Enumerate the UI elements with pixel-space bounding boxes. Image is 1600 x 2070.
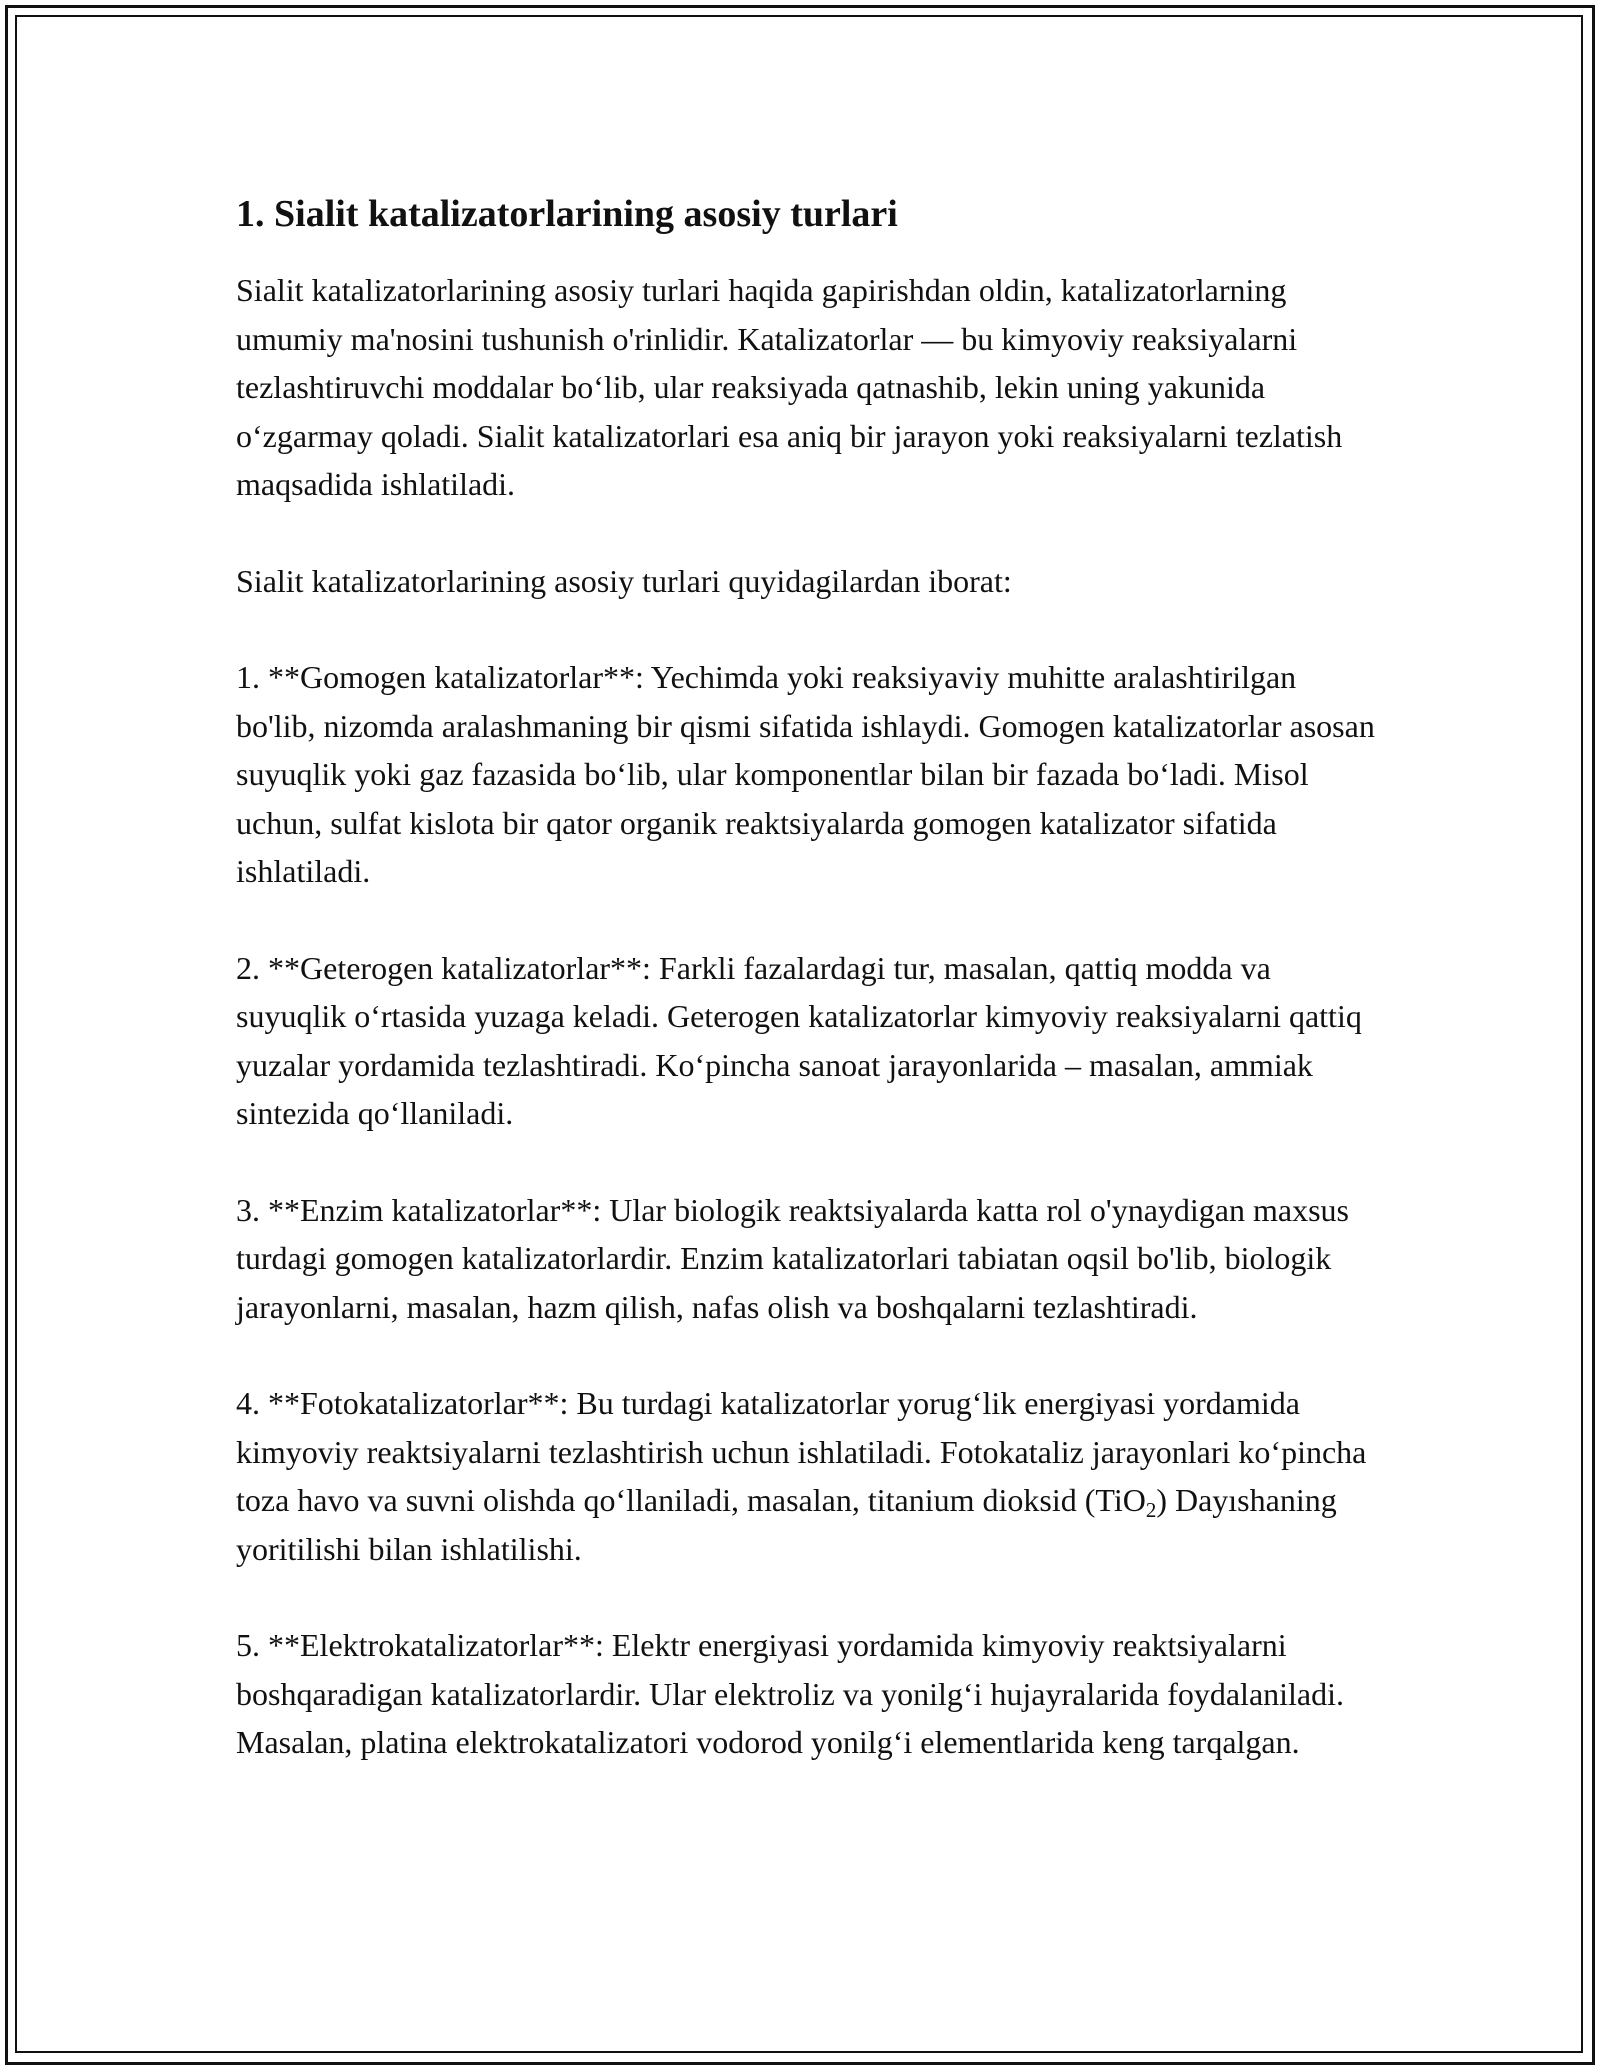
list-lead-paragraph: Sialit katalizatorlarining asosiy turlari quyidagilardan iborat: <box>236 562 1012 599</box>
subscript-two: 2 <box>1145 1498 1157 1522</box>
document-body <box>236 188 1376 1815</box>
list-item-enzim: 3. **Enzim katalizatorlar**: Ular biologik reaktsiyalarda katta rol o'ynaydigan maxsus turdagi gomogen katalizatorlardir. Enzim katalizatorlari tabiatan oqsil bo'lib, biologik jarayonlarni, masalan, hazm qilish, nafas olish va boshqalarni tezlashtiradi. <box>236 1191 1349 1325</box>
list-item-elektrokatalizator: 5. **Elektrokatalizatorlar**: Elektr energiyasi yordamida kimyoviy reaktsiyalarni boshqaradigan katalizatorlardir. Ular elektroliz va yonilg‘i hujayralarida foydalaniladi. Masalan, platina elektrokatalizatori vodorod yonilg‘i elementlarida keng tarqalgan. <box>236 1627 1345 1760</box>
list-item-fotokatalizator <box>236 1379 1376 1573</box>
intro-paragraph: Sialit katalizatorlarining asosiy turlari haqida gapirishdan oldin, katalizatorlarning umumiy ma'nosini tushunish o'rinlidir. Katalizatorlar — bu kimyoviy reaksiyalarni tezlashtiruvchi moddalar bo‘lib, ular reaksiyada qatnashib, lekin uning yakunida o‘zgarmay qoladi. Sialit katalizatorlari esa aniq bir jarayon yoki reaksiyalarni tezlatish maqsadida ishlatiladi. <box>236 272 1343 502</box>
fotokatalizator-text-end: ) Dayıshaning yoritilishi bilan ishlatilishi. <box>236 1482 1337 1567</box>
fotokatalizator-text-start: 4. **Fotokatalizatorlar**: Bu turdagi katalizatorlar yorug‘lik energiyasi yordamida kimyoviy reaktsiyalarni tezlashtirish uchun ishlatiladi. Fotokataliz jarayonlari ko‘pincha toza havo va suvni olishda qo‘llaniladi, masalan, titanium dioksid (TiO <box>236 1385 1367 1518</box>
list-item-gomogen: 1. **Gomogen katalizatorlar**: Yechimda yoki reaksiyaviy muhitte aralashtirilgan bo'lib, nizomda aralashmaning bir qismi sifatida ishlaydi. Gomogen katalizatorlar asosan suyuqlik yoki gaz fazasida bo‘lib, ular komponentlar bilan bir fazada bo‘ladi. Misol uchun, sulfat kislota bir qator organik reaktsiyalarda gomogen katalizator sifatida ishlatiladi. <box>236 659 1375 889</box>
section-heading: 1. Sialit katalizatorlarining asosiy turlari <box>236 193 898 235</box>
list-item-geterogen: 2. **Geterogen katalizatorlar**: Farkli fazalardagi tur, masalan, qattiq modda va suyuqlik o‘rtasida yuzaga keladi. Geterogen katalizatorlar kimyoviy reaksiyalarni qattiq yuzalar yordamida tezlashtiradi. Ko‘pincha sanoat jarayonlarida – masalan, ammiak sintezida qo‘llaniladi. <box>236 949 1362 1131</box>
